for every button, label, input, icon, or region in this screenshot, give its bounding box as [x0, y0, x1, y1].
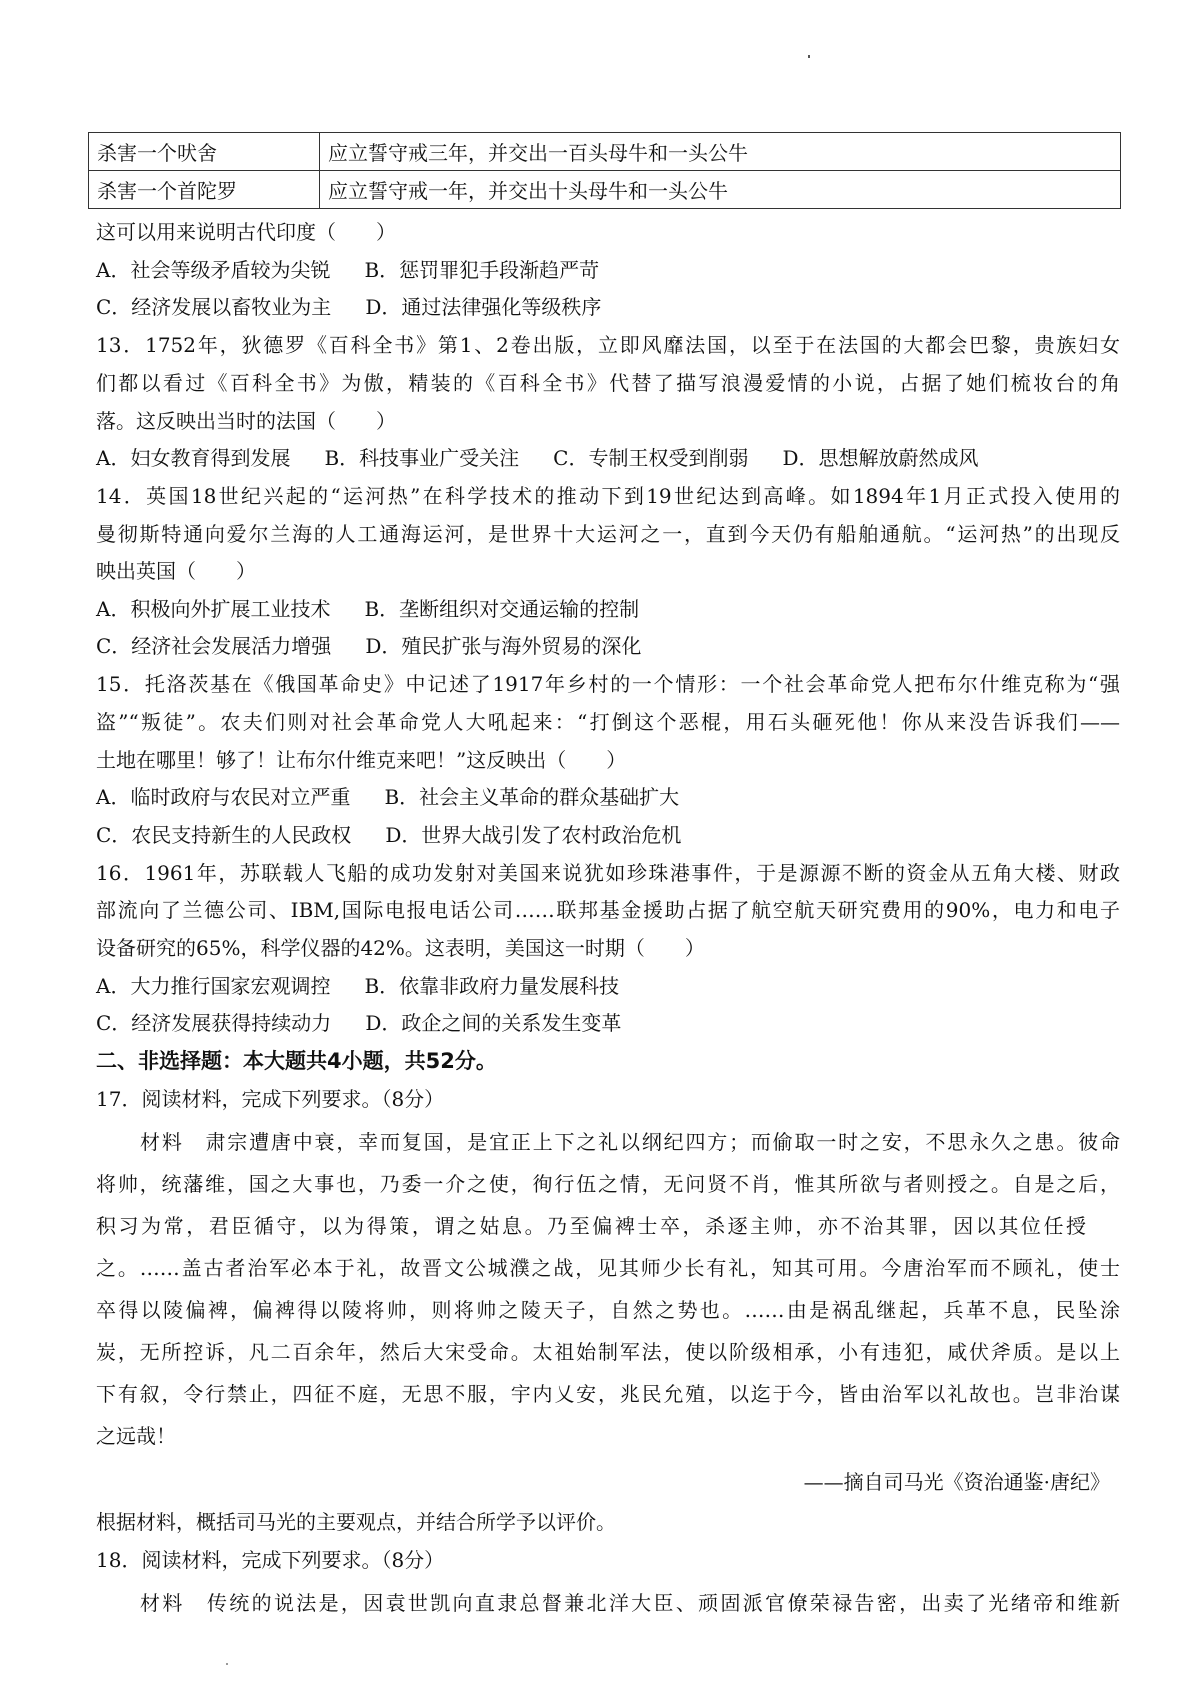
option-a: A．大力推行国家宏观调控	[96, 974, 331, 998]
punishment-table	[88, 132, 1121, 209]
q14-line: 曼彻斯特通向爱尔兰海的人工通海运河，是世界十大运河之一，直到今天仍有船舶通航。“运河热”的出现反	[96, 522, 1120, 546]
table-row	[89, 133, 1121, 171]
q13-line: 们都以看过《百科全书》为傲，精装的《百科全书》代替了描写浪漫爱情的小说，占据了她们梳妆台的角	[96, 371, 1120, 395]
q17-source: ——摘自司马光《资治通鉴·唐纪》	[803, 1470, 1110, 1494]
option-d: D．殖民扩张与海外贸易的深化	[365, 634, 642, 658]
q15-line: 土地在哪里！够了！让布尔什维克来吧！”这反映出（ ）	[96, 748, 627, 772]
q14-options-row1	[96, 597, 639, 621]
option-b: B．惩罚罪犯手段渐趋严苛	[364, 258, 600, 282]
q17-requirement: 根据材料，概括司马光的主要观点，并结合所学予以评价。	[96, 1510, 616, 1534]
q16-options-row2	[96, 1011, 621, 1035]
q15-options-row1	[96, 785, 679, 809]
q13-options	[96, 446, 979, 470]
table-cell-penalty: 应立誓守戒三年，并交出一百头母牛和一头公牛	[320, 133, 1121, 171]
q17-material-line: 积习为常，君臣循守，以为得策，谓之姑息。乃至偏裨士卒，杀逐主帅，亦不治其罪，因以其位任授	[96, 1214, 1086, 1238]
q15-line: 盗”“叛徒”。农夫们则对社会革命党人大吼起来：“打倒这个恶棍，用石头砸死他！你从来没告诉我们——	[96, 710, 1120, 734]
option-c: C．经济发展以畜牧业为主	[96, 295, 332, 319]
section-heading: 二、非选择题：本大题共4小题，共52分。	[96, 1049, 497, 1073]
option-d: D．世界大战引发了农村政治危机	[385, 823, 682, 847]
option-b: B．科技事业广受关注	[324, 446, 520, 470]
option-d: D．政企之间的关系发生变革	[365, 1011, 622, 1035]
option-b: B．社会主义革命的群众基础扩大	[384, 785, 680, 809]
option-d: D．通过法律强化等级秩序	[365, 295, 602, 319]
q17-material-line: 之远哉！	[96, 1424, 176, 1448]
scan-speck	[808, 55, 810, 58]
q17-material-line: 卒得以陵偏裨，偏裨得以陵将帅，则将帅之陵天子，自然之势也。……由是祸乱继起，兵革不息，民坠涂	[96, 1298, 1120, 1322]
option-c: C．经济发展获得持续动力	[96, 1011, 332, 1035]
option-b: B．依靠非政府力量发展科技	[364, 974, 620, 998]
q12-stem: 这可以用来说明古代印度（ ）	[96, 220, 396, 244]
q12-options-row2	[96, 295, 601, 319]
q14-options-row2	[96, 634, 641, 658]
q14-line: 14．英国18世纪兴起的“运河热”在科学技术的推动下到19世纪达到高峰。如1894年1月正式投入使用的	[96, 484, 1120, 508]
q18-material-line: 材料 传统的说法是，因袁世凯向直隶总督兼北洋大臣、顽固派官僚荣禄告密，出卖了光绪帝和维新	[140, 1591, 1120, 1615]
q17-material-line: 下有叙，令行禁止，四征不庭，无思不服，宇内乂安，兆民允殖，以迄于今，皆由治军以礼故也。岂非治谋	[96, 1382, 1120, 1406]
q13-line: 落。这反映出当时的法国（ ）	[96, 409, 396, 433]
q15-options-row2	[96, 823, 681, 847]
q16-line: 设备研究的65%，科学仪器的42%。这表明，美国这一时期（ ）	[96, 936, 705, 960]
q17-material-line: 材料 肃宗遭唐中衰，幸而复国，是宜正上下之礼以纲纪四方；而偷取一时之安，不思永久之患。彼命	[140, 1130, 1120, 1154]
q16-line: 部流向了兰德公司、IBM,国际电报电话公司……联邦基金援助占据了航空航天研究费用的90%，电力和电子	[96, 898, 1120, 922]
option-a: A．社会等级矛盾较为尖锐	[96, 258, 331, 282]
q13-line: 13．1752年，狄德罗《百科全书》第1、2卷出版，立即风靡法国，以至于在法国的大都会巴黎，贵族妇女	[96, 333, 1120, 357]
option-a: A．临时政府与农民对立严重	[96, 785, 351, 809]
option-c: C．专制王权受到削弱	[553, 446, 749, 470]
q12-options-row1	[96, 258, 599, 282]
table-cell-crime: 杀害一个吠舍	[89, 133, 320, 171]
scan-speck	[226, 1663, 228, 1665]
option-a: A．妇女教育得到发展	[96, 446, 291, 470]
q17-material-line: 炭，无所控诉，凡二百余年，然后大宋受命。太祖始制军法，使以阶级相承，小有违犯，咸伏斧质。是以上	[96, 1340, 1120, 1364]
table-cell-penalty: 应立誓守戒一年，并交出十头母牛和一头公牛	[320, 171, 1121, 209]
option-a: A．积极向外扩展工业技术	[96, 597, 331, 621]
option-c: C．经济社会发展活力增强	[96, 634, 332, 658]
q16-options-row1	[96, 974, 619, 998]
option-d: D．思想解放蔚然成风	[782, 446, 979, 470]
q17-stem: 17．阅读材料，完成下列要求。（8分）	[96, 1087, 445, 1111]
option-b: B．垄断组织对交通运输的控制	[364, 597, 640, 621]
option-c: C．农民支持新生的人民政权	[96, 823, 352, 847]
q17-material-line: 之。……盖古者治军必本于礼，故晋文公城濮之战，见其师少长有礼，知其可用。今唐治军而不顾礼，使士	[96, 1256, 1120, 1280]
table-cell-crime: 杀害一个首陀罗	[89, 171, 320, 209]
q17-material-line: 将帅，统藩维，国之大事也，乃委一介之使，徇行伍之情，无问贤不肖，惟其所欲与者则授之。自是之后，	[96, 1172, 1120, 1196]
table-row	[89, 171, 1121, 209]
q18-stem: 18．阅读材料，完成下列要求。（8分）	[96, 1548, 445, 1572]
q15-line: 15．托洛茨基在《俄国革命史》中记述了1917年乡村的一个情形：一个社会革命党人把布尔什维克称为“强	[96, 672, 1120, 696]
q16-line: 16．1961年，苏联载人飞船的成功发射对美国来说犹如珍珠港事件，于是源源不断的资金从五角大楼、财政	[96, 861, 1120, 885]
q14-line: 映出英国（ ）	[96, 559, 256, 583]
